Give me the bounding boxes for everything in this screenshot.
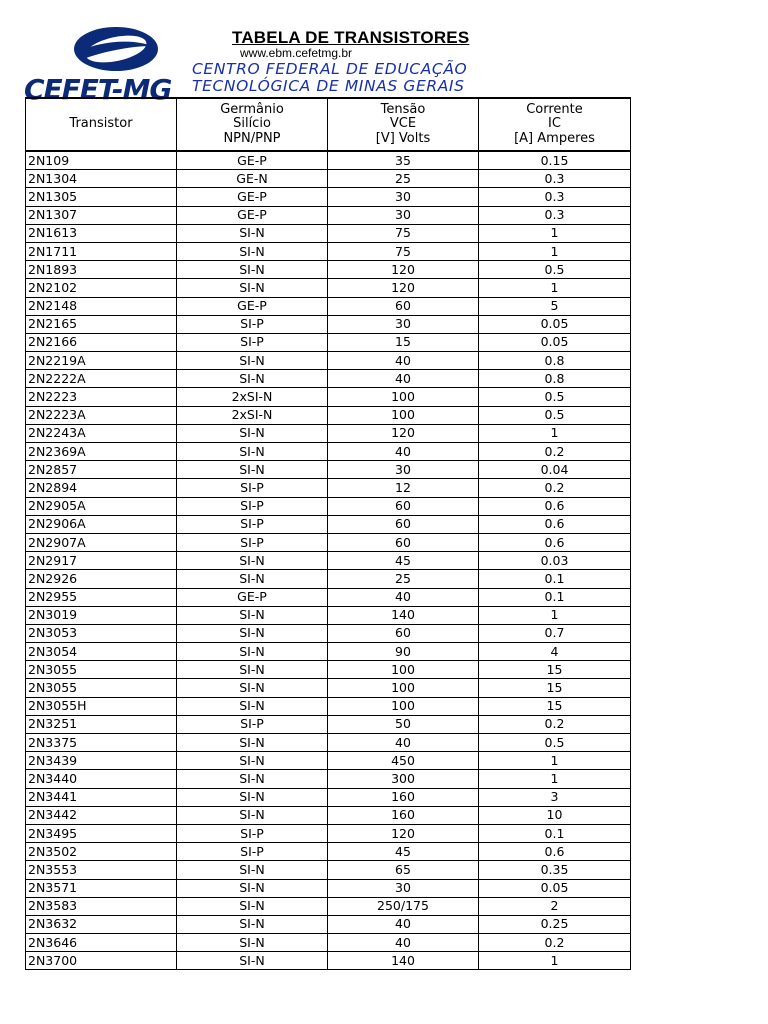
cell-material: SI-N [177, 242, 328, 260]
cell-material: SI-N [177, 279, 328, 297]
cell-transistor: 2N3646 [26, 934, 177, 952]
cell-transistor: 2N2955 [26, 588, 177, 606]
cell-voltage: 40 [328, 443, 479, 461]
cell-current: 15 [479, 679, 631, 697]
cell-material: SI-N [177, 952, 328, 970]
table-row [26, 806, 631, 824]
cell-transistor: 2N2219A [26, 352, 177, 370]
cell-voltage: 60 [328, 624, 479, 642]
cell-voltage: 120 [328, 261, 479, 279]
cell-current: 0.6 [479, 843, 631, 861]
cell-material: SI-P [177, 824, 328, 842]
cell-material: GE-P [177, 151, 328, 170]
transistor-table [25, 97, 631, 970]
cell-voltage: 30 [328, 315, 479, 333]
cell-current: 0.2 [479, 715, 631, 733]
table-row [26, 443, 631, 461]
table-row [26, 151, 631, 170]
cell-voltage: 30 [328, 461, 479, 479]
cell-material: GE-P [177, 297, 328, 315]
logo-wordmark: CEFET-MG [24, 73, 172, 106]
cell-transistor: 2N109 [26, 151, 177, 170]
table-row [26, 279, 631, 297]
cell-material: SI-P [177, 515, 328, 533]
table-row [26, 388, 631, 406]
cell-transistor: 2N3251 [26, 715, 177, 733]
cell-current: 0.6 [479, 497, 631, 515]
table-row [26, 897, 631, 915]
table-row [26, 770, 631, 788]
cell-voltage: 60 [328, 297, 479, 315]
cell-material: SI-N [177, 461, 328, 479]
cell-voltage: 15 [328, 333, 479, 351]
cell-transistor: 2N3442 [26, 806, 177, 824]
cell-transistor: 2N3440 [26, 770, 177, 788]
cell-current: 15 [479, 661, 631, 679]
column-header-material: Germânio Silício NPN/PNP [177, 98, 328, 151]
column-header-voltage: Tensão VCE [V] Volts [328, 98, 479, 151]
table-row [26, 406, 631, 424]
website-url: www.ebm.cefetmg.br [240, 46, 353, 60]
table-row [26, 170, 631, 188]
table-row [26, 333, 631, 351]
cell-transistor: 2N3495 [26, 824, 177, 842]
cell-transistor: 2N3441 [26, 788, 177, 806]
table-row [26, 824, 631, 842]
table-row [26, 479, 631, 497]
table-row [26, 843, 631, 861]
cell-material: GE-P [177, 588, 328, 606]
table-row [26, 188, 631, 206]
cell-current: 1 [479, 279, 631, 297]
cell-material: SI-N [177, 806, 328, 824]
cell-material: SI-N [177, 897, 328, 915]
table-row [26, 424, 631, 442]
cell-transistor: 2N2907A [26, 533, 177, 551]
cell-current: 0.2 [479, 934, 631, 952]
cell-transistor: 2N3055H [26, 697, 177, 715]
cell-material: SI-N [177, 861, 328, 879]
cell-voltage: 25 [328, 170, 479, 188]
cell-transistor: 2N2906A [26, 515, 177, 533]
cell-current: 1 [479, 752, 631, 770]
cell-transistor: 2N2369A [26, 443, 177, 461]
cell-material: SI-N [177, 915, 328, 933]
cell-voltage: 300 [328, 770, 479, 788]
table-row [26, 588, 631, 606]
cell-voltage: 45 [328, 552, 479, 570]
table-row [26, 861, 631, 879]
cell-voltage: 120 [328, 279, 479, 297]
cell-voltage: 12 [328, 479, 479, 497]
cell-material: SI-N [177, 788, 328, 806]
cell-voltage: 40 [328, 915, 479, 933]
cell-material: SI-N [177, 770, 328, 788]
table-row [26, 206, 631, 224]
cell-transistor: 2N3700 [26, 952, 177, 970]
table-row [26, 643, 631, 661]
cell-material: SI-N [177, 734, 328, 752]
cell-transistor: 2N2222A [26, 370, 177, 388]
table-row [26, 934, 631, 952]
table-row [26, 915, 631, 933]
cell-voltage: 160 [328, 806, 479, 824]
cell-material: SI-P [177, 315, 328, 333]
cell-transistor: 2N3571 [26, 879, 177, 897]
cell-transistor: 2N3632 [26, 915, 177, 933]
table-row [26, 952, 631, 970]
cell-voltage: 160 [328, 788, 479, 806]
cell-material: SI-N [177, 224, 328, 242]
cell-transistor: 2N2148 [26, 297, 177, 315]
institution-name-line-2: TECNOLÓGICA DE MINAS GERAIS [192, 77, 465, 95]
cell-material: SI-N [177, 624, 328, 642]
table-row [26, 533, 631, 551]
cell-transistor: 2N3055 [26, 661, 177, 679]
cell-voltage: 35 [328, 151, 479, 170]
cell-material: SI-P [177, 843, 328, 861]
cell-current: 0.05 [479, 315, 631, 333]
cell-voltage: 100 [328, 388, 479, 406]
cell-current: 0.25 [479, 915, 631, 933]
cell-current: 0.04 [479, 461, 631, 479]
cell-material: SI-N [177, 934, 328, 952]
cell-current: 0.1 [479, 588, 631, 606]
cell-voltage: 450 [328, 752, 479, 770]
cell-material: 2xSI-N [177, 406, 328, 424]
cell-transistor: 2N2223A [26, 406, 177, 424]
cell-transistor: 2N3053 [26, 624, 177, 642]
table-row [26, 879, 631, 897]
cell-material: SI-N [177, 261, 328, 279]
table-row [26, 261, 631, 279]
cell-voltage: 120 [328, 824, 479, 842]
cell-voltage: 65 [328, 861, 479, 879]
cell-voltage: 40 [328, 588, 479, 606]
cell-material: SI-N [177, 570, 328, 588]
column-header-current: Corrente IC [A] Amperes [479, 98, 631, 151]
cell-current: 1 [479, 952, 631, 970]
cefet-mg-logo [22, 24, 190, 106]
cell-transistor: 2N2102 [26, 279, 177, 297]
cell-voltage: 40 [328, 352, 479, 370]
cell-current: 2 [479, 897, 631, 915]
cell-voltage: 30 [328, 879, 479, 897]
cell-transistor: 2N3439 [26, 752, 177, 770]
cell-voltage: 90 [328, 643, 479, 661]
cell-current: 15 [479, 697, 631, 715]
cell-transistor: 2N2905A [26, 497, 177, 515]
cell-current: 0.3 [479, 206, 631, 224]
cell-transistor: 2N1893 [26, 261, 177, 279]
column-header-transistor: Transistor [26, 98, 177, 151]
cell-transistor: 2N2166 [26, 333, 177, 351]
cell-current: 0.5 [479, 388, 631, 406]
swoosh-logo-icon [22, 24, 190, 80]
cell-material: SI-N [177, 752, 328, 770]
cell-transistor: 2N2917 [26, 552, 177, 570]
cell-current: 0.6 [479, 515, 631, 533]
cell-voltage: 60 [328, 515, 479, 533]
cell-current: 0.2 [479, 479, 631, 497]
cell-current: 0.03 [479, 552, 631, 570]
table-row [26, 315, 631, 333]
cell-current: 0.6 [479, 533, 631, 551]
cell-voltage: 30 [328, 188, 479, 206]
cell-voltage: 25 [328, 570, 479, 588]
table-header-row [26, 98, 631, 151]
cell-transistor: 2N1305 [26, 188, 177, 206]
table-row [26, 715, 631, 733]
cell-voltage: 100 [328, 679, 479, 697]
cell-current: 1 [479, 224, 631, 242]
table-row [26, 734, 631, 752]
cell-current: 0.15 [479, 151, 631, 170]
cell-current: 5 [479, 297, 631, 315]
cell-material: SI-N [177, 697, 328, 715]
table-row [26, 752, 631, 770]
cell-transistor: 2N3583 [26, 897, 177, 915]
table-row [26, 697, 631, 715]
cell-voltage: 250/175 [328, 897, 479, 915]
cell-material: SI-N [177, 424, 328, 442]
cell-material: SI-P [177, 533, 328, 551]
cell-current: 3 [479, 788, 631, 806]
cell-material: SI-P [177, 497, 328, 515]
cell-transistor: 2N2165 [26, 315, 177, 333]
cell-transistor: 2N1307 [26, 206, 177, 224]
cell-material: SI-N [177, 606, 328, 624]
table-row [26, 570, 631, 588]
cell-material: SI-N [177, 643, 328, 661]
table-row [26, 515, 631, 533]
cell-voltage: 100 [328, 661, 479, 679]
cell-transistor: 2N2223 [26, 388, 177, 406]
cell-voltage: 140 [328, 952, 479, 970]
cell-transistor: 2N2857 [26, 461, 177, 479]
cell-transistor: 2N1613 [26, 224, 177, 242]
cell-transistor: 2N2894 [26, 479, 177, 497]
table-row [26, 497, 631, 515]
cell-material: SI-N [177, 661, 328, 679]
table-row [26, 297, 631, 315]
cell-material: SI-P [177, 479, 328, 497]
cell-current: 0.3 [479, 188, 631, 206]
table-row [26, 242, 631, 260]
cell-current: 1 [479, 606, 631, 624]
cell-current: 0.5 [479, 261, 631, 279]
cell-transistor: 2N1711 [26, 242, 177, 260]
cell-material: SI-N [177, 352, 328, 370]
cell-material: SI-N [177, 370, 328, 388]
page-title: TABELA DE TRANSISTORES [232, 28, 470, 47]
cell-voltage: 30 [328, 206, 479, 224]
institution-name-line-1: CENTRO FEDERAL DE EDUCAÇÃO [192, 60, 468, 78]
table-body [26, 151, 631, 970]
table-row [26, 679, 631, 697]
cell-current: 0.7 [479, 624, 631, 642]
cell-transistor: 2N3055 [26, 679, 177, 697]
cell-material: GE-P [177, 206, 328, 224]
cell-voltage: 75 [328, 224, 479, 242]
cell-voltage: 60 [328, 497, 479, 515]
cell-voltage: 40 [328, 370, 479, 388]
cell-current: 0.1 [479, 824, 631, 842]
cell-material: GE-P [177, 188, 328, 206]
cell-transistor: 2N3019 [26, 606, 177, 624]
cell-current: 1 [479, 424, 631, 442]
cell-voltage: 50 [328, 715, 479, 733]
table-row [26, 661, 631, 679]
cell-voltage: 140 [328, 606, 479, 624]
cell-current: 0.05 [479, 879, 631, 897]
cell-voltage: 75 [328, 242, 479, 260]
table-row [26, 461, 631, 479]
cell-voltage: 45 [328, 843, 479, 861]
cell-current: 0.5 [479, 734, 631, 752]
cell-current: 1 [479, 242, 631, 260]
cell-current: 0.3 [479, 170, 631, 188]
cell-current: 0.8 [479, 370, 631, 388]
table-row [26, 352, 631, 370]
cell-material: SI-N [177, 443, 328, 461]
cell-voltage: 60 [328, 533, 479, 551]
cell-current: 0.05 [479, 333, 631, 351]
cell-voltage: 100 [328, 697, 479, 715]
cell-current: 0.8 [479, 352, 631, 370]
table-row [26, 224, 631, 242]
cell-transistor: 2N2243A [26, 424, 177, 442]
cell-current: 0.2 [479, 443, 631, 461]
cell-transistor: 2N3375 [26, 734, 177, 752]
cell-voltage: 120 [328, 424, 479, 442]
table-row [26, 624, 631, 642]
cell-voltage: 40 [328, 934, 479, 952]
table-row [26, 788, 631, 806]
cell-material: SI-N [177, 879, 328, 897]
cell-material: SI-N [177, 679, 328, 697]
cell-material: SI-P [177, 333, 328, 351]
cell-material: SI-P [177, 715, 328, 733]
cell-voltage: 100 [328, 406, 479, 424]
cell-transistor: 2N3054 [26, 643, 177, 661]
cell-material: SI-N [177, 552, 328, 570]
table-row [26, 552, 631, 570]
cell-current: 4 [479, 643, 631, 661]
cell-material: 2xSI-N [177, 388, 328, 406]
cell-transistor: 2N1304 [26, 170, 177, 188]
cell-transistor: 2N2926 [26, 570, 177, 588]
cell-material: GE-N [177, 170, 328, 188]
cell-current: 1 [479, 770, 631, 788]
cell-current: 0.35 [479, 861, 631, 879]
cell-current: 0.5 [479, 406, 631, 424]
cell-voltage: 40 [328, 734, 479, 752]
cell-current: 0.1 [479, 570, 631, 588]
cell-transistor: 2N3502 [26, 843, 177, 861]
cell-current: 10 [479, 806, 631, 824]
table-row [26, 370, 631, 388]
cell-transistor: 2N3553 [26, 861, 177, 879]
table-row [26, 606, 631, 624]
